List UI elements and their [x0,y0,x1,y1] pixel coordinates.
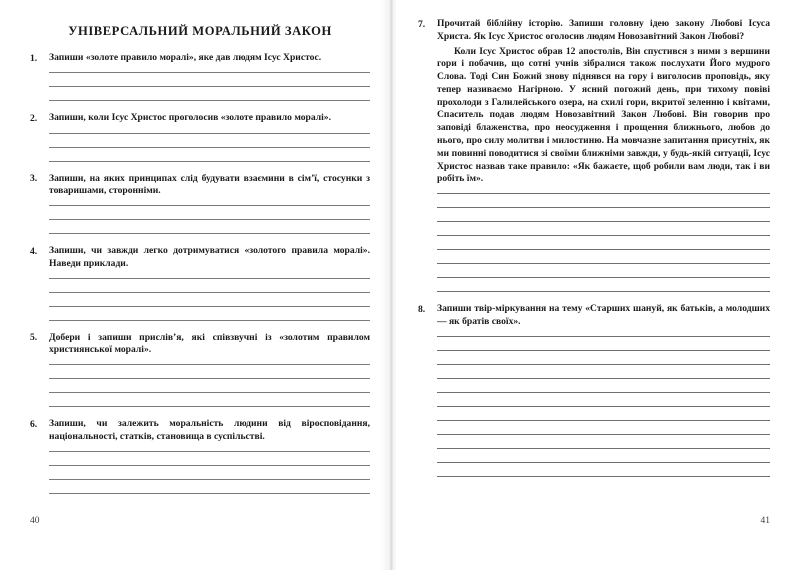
answer-line[interactable] [437,406,770,407]
answer-line[interactable] [49,320,370,321]
answer-lines-7[interactable] [437,193,770,292]
question-2 [30,112,370,125]
answer-lines-2[interactable] [49,133,370,162]
answer-line[interactable] [49,392,370,393]
question-number: 4. [30,245,38,257]
page-number-right: 41 [760,516,770,526]
answer-line[interactable] [437,392,770,393]
answer-line[interactable] [49,161,370,162]
page-left [0,0,392,570]
answer-line[interactable] [49,406,370,407]
question-7 [418,18,770,44]
answer-lines-8[interactable] [437,336,770,477]
question-8 [418,303,770,329]
answer-line[interactable] [49,465,370,466]
question-text: Запиши, чи залежить моральність людини від віросповідання, національності, статків, становища в суспільстві. [49,418,370,442]
answer-lines-5[interactable] [49,364,370,407]
answer-line[interactable] [49,306,370,307]
answer-line[interactable] [437,476,770,477]
question-number: 6. [30,418,38,430]
answer-line[interactable] [437,448,770,449]
question-number: 7. [418,18,426,30]
question-text: Запиши твір-міркування на тему «Старших шануй, як батьків, а молодших — як братів своїх». [437,303,770,328]
answer-line[interactable] [437,235,770,236]
answer-line[interactable] [49,364,370,365]
question-4 [30,245,370,271]
answer-line[interactable] [49,378,370,379]
answer-line[interactable] [437,462,770,463]
answer-line[interactable] [437,420,770,421]
answer-line[interactable] [49,479,370,480]
question-3 [30,173,370,199]
answer-line[interactable] [437,249,770,250]
answer-line[interactable] [49,133,370,134]
answer-line[interactable] [49,72,370,73]
answer-line[interactable] [49,233,370,234]
question-number: 8. [418,303,426,315]
page-right [396,0,800,570]
answer-line[interactable] [49,493,370,494]
question-text: Добери і запиши прислів’я, які співзвучні із «золотим правилом християнської моралі». [49,331,370,356]
page-number-left: 40 [30,516,40,526]
question-number: 1. [30,52,38,64]
answer-lines-3[interactable] [49,205,370,234]
answer-lines-4[interactable] [49,278,370,321]
answer-line[interactable] [437,221,770,222]
question-text: Запиши «золоте правило моралі», яке дав людям Ісус Христос. [49,52,322,64]
answer-line[interactable] [49,100,370,101]
answer-line[interactable] [49,86,370,87]
answer-lines-1[interactable] [49,72,370,101]
answer-line[interactable] [437,434,770,435]
answer-line[interactable] [49,205,370,206]
question-text: Запиши, чи завжди легко дотримуватися «золотого правила моралі». Наведи приклади. [49,245,370,269]
answer-line[interactable] [437,378,770,379]
question-number: 3. [30,173,38,185]
answer-line[interactable] [437,263,770,264]
answer-line[interactable] [437,336,770,337]
question-text: Запиши, на яких принципах слід будувати взаємини в сім’ї, стосунки з товаришами, сторонніми. [49,172,370,197]
answer-lines-6[interactable] [49,451,370,494]
question-number: 2. [30,112,38,124]
answer-line[interactable] [437,207,770,208]
bible-story-passage: Коли Ісус Христос обрав 12 апостолів, Він спустився з ними з вершини гори і побачив, що сотні учнів зібралися також послухати Його мудрого Слова. Тоді Син Божий знову піднявся на гору і виголосив проповідь, яку тепер називаємо Нагірною. У ясний погожий день, при тихому повіві прохолоди з Галилейського озера, на схилі гори, вкритої зеленню і квітами, Спаситель подав людям Новозавітний Закон Любові. Він говорив про заповіді блаженства, про неосудження і прощення ближнього, любов до нього, про силу молитви і милостиню. На мовчазне запитання присутніх, як ми повинні поводитися зі своїми ближніми завжди, у будь-якій ситуації, Ісус Христос назвав таке правило: «Як бажаєте, щоб робили вам люди, так і ви робіть їм». [437,45,770,185]
answer-line[interactable] [49,451,370,452]
answer-line[interactable] [437,193,770,194]
answer-line[interactable] [437,364,770,365]
page-title: УНІВЕРСАЛЬНИЙ МОРАЛЬНИЙ ЗАКОН [68,24,332,38]
answer-line[interactable] [49,278,370,279]
answer-line[interactable] [49,147,370,148]
question-6 [30,418,370,444]
question-1 [30,52,370,65]
question-text: Запиши, коли Ісус Христос проголосив «золоте правило моралі». [49,112,331,124]
answer-line[interactable] [49,292,370,293]
answer-line[interactable] [49,219,370,220]
question-number: 5. [30,332,38,344]
answer-line[interactable] [437,350,770,351]
question-5 [30,332,370,358]
answer-line[interactable] [437,291,770,292]
answer-line[interactable] [437,277,770,278]
question-text: Прочитай біблійну історію. Запиши головну ідею закону Любові Ісуса Христа. Як Ісус Христос оголосив людям Новозавітний Закон Любові? [437,18,770,42]
